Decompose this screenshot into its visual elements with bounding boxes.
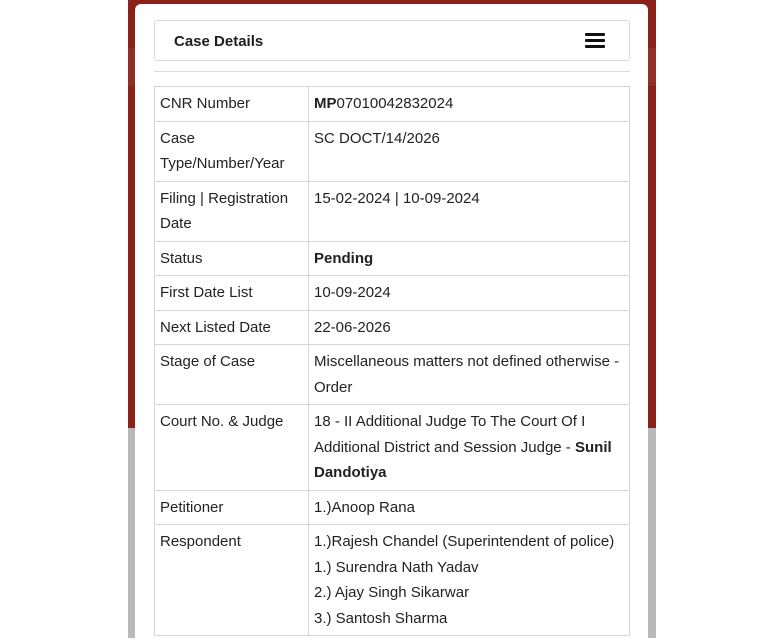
header-divider [154,71,630,72]
next-date-label: Next Listed Date [155,310,309,345]
status-value: Pending [309,241,630,276]
court-name: 18 - II Additional Judge To The Court Of I Additional District and Session Judge - [314,413,586,456]
respondent-line: 1.) Surendra Nath Yadav [314,558,479,576]
table-row-case-type [155,121,630,181]
table-row-petitioner [155,490,630,525]
table-row-court [155,405,630,491]
cnr-value [309,87,630,122]
cnr-number: 07010042832024 [336,95,454,112]
next-date-value: 22-06-2026 [309,310,630,345]
first-date-label: First Date List [155,276,309,311]
case-type-label: Case Type/Number/Year [155,121,309,181]
table-row-respondent [155,525,630,636]
table-row-stage [155,345,630,405]
stage-label: Stage of Case [155,345,309,405]
judge-name: Sunil Dandotiya [314,438,612,481]
table-row-cnr [155,87,630,122]
table-row-next-date [155,310,630,345]
case-type-value: SC DOCT/14/2026 [309,121,630,181]
respondent-line: 1.)Rajesh Chandel (Superintendent of police) [314,533,615,550]
respondent-line: 3.) Santosh Sharma [314,609,448,627]
respondent-line: 2.) Ajay Singh Sikarwar [314,584,470,601]
hamburger-menu-icon[interactable] [585,33,605,49]
status-label: Status [155,241,309,276]
case-details-table [154,86,630,636]
filing-label: Filing | Registration Date [155,181,309,241]
cnr-prefix: MP [314,95,337,112]
first-date-value: 10-09-2024 [309,276,630,311]
table-row-filing [155,181,630,241]
cnr-label: CNR Number [155,87,309,122]
case-details-header [154,20,630,61]
court-value [309,405,630,491]
filing-value: 15-02-2024 | 10-09-2024 [309,181,630,241]
respondent-label: Respondent [155,525,309,636]
page-title: Case Details [174,33,264,50]
stage-value: Miscellaneous matters not defined otherwise - Order [309,345,630,405]
respondent-value [309,525,630,636]
table-row-first-date [155,276,630,311]
petitioner-value: 1.)Anoop Rana [309,490,630,525]
court-label: Court No. & Judge [155,405,309,491]
petitioner-label: Petitioner [155,490,309,525]
table-row-status [155,241,630,276]
